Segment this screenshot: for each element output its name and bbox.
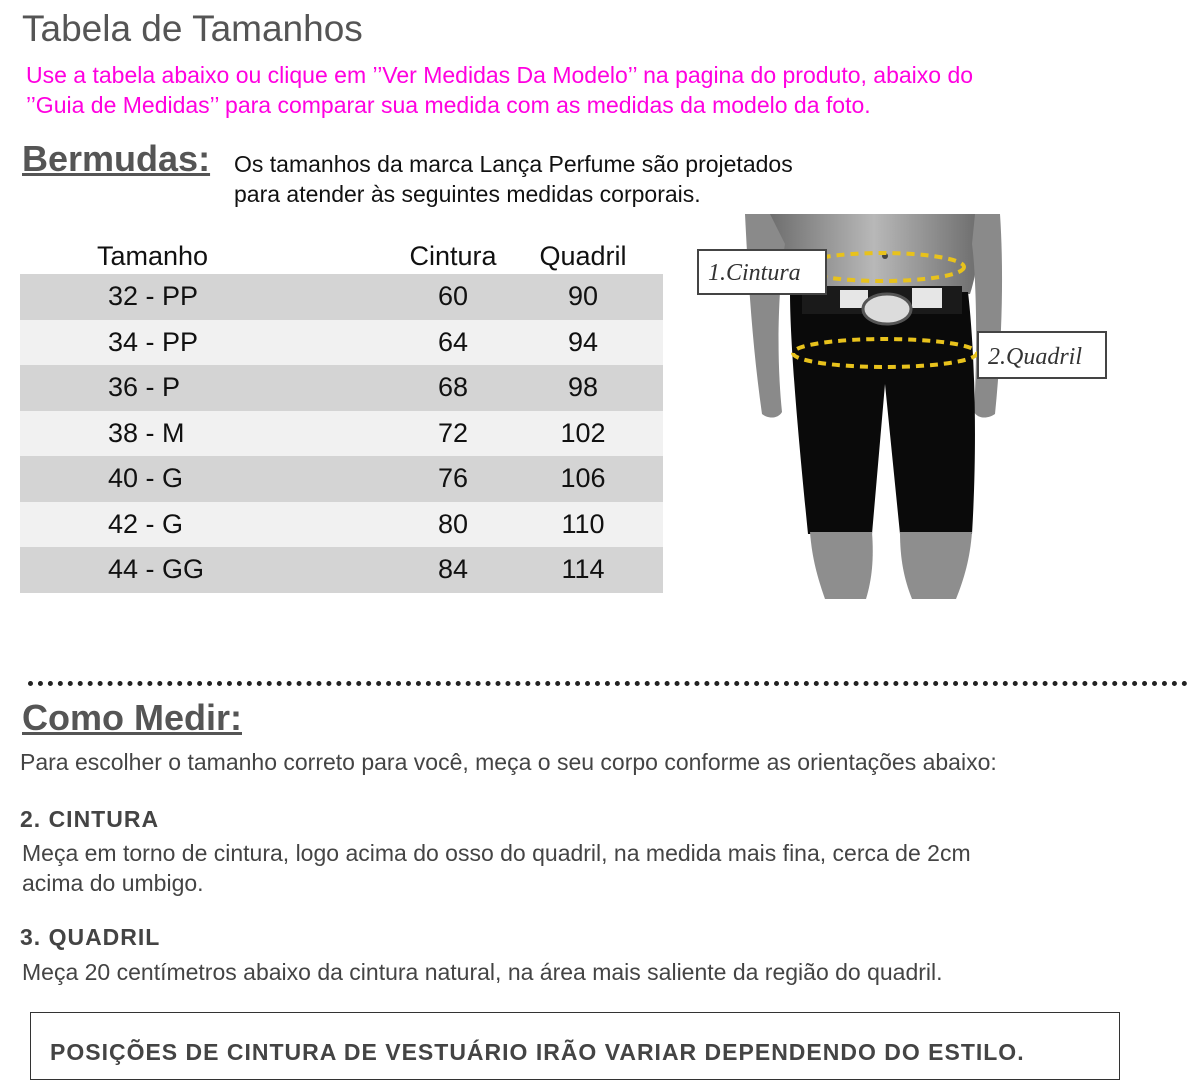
step-text-line: Meça 20 centímetros abaixo da cintura natural, na área mais saliente da região do quadril. (22, 959, 943, 985)
header-quadril: Quadril (528, 218, 663, 274)
cell-size: 42 - G (20, 502, 378, 548)
cell-waist: 76 (378, 456, 528, 502)
hip-label: 2.Quadril (988, 344, 1083, 370)
cell-size: 40 - G (20, 456, 378, 502)
cell-size: 32 - PP (20, 274, 378, 320)
left-arm-shape (745, 214, 785, 418)
cell-waist: 72 (378, 411, 528, 457)
cell-waist: 64 (378, 320, 528, 366)
shorts-shape (790, 292, 975, 534)
cell-hip: 102 (528, 411, 663, 457)
intro-line: ’’Guia de Medidas’’ para comparar sua medida com as medidas da modelo da foto. (26, 92, 871, 118)
table-row (20, 502, 663, 548)
como-medir-description: Para escolher o tamanho correto para você, meça o seu corpo conforme as orientações abaixo: (20, 749, 997, 775)
step-title-quadril: 3. QUADRIL (20, 924, 161, 950)
como-medir-heading: Como Medir: (22, 697, 242, 738)
table-header-row (20, 218, 663, 274)
right-arm-shape (972, 214, 1002, 418)
cell-hip: 94 (528, 320, 663, 366)
waist-label: 1.Cintura (708, 260, 801, 286)
style-note-text: POSIÇÕES DE CINTURA DE VESTUÁRIO IRÃO VARIAR DEPENDENDO DO ESTILO. (50, 1039, 1025, 1065)
step-text-quadril (22, 957, 1162, 987)
body-measurement-illustration (690, 214, 1120, 606)
page-title: Tabela de Tamanhos (22, 8, 363, 49)
step-text-cintura (22, 838, 1162, 898)
left-leg-shape (810, 532, 873, 599)
belt-detail-shape (912, 288, 942, 308)
intro-line: Use a tabela abaixo ou clique em ’’Ver Medidas Da Modelo’’ na pagina do produto, abaixo do (26, 62, 974, 88)
belt-buckle-shape (863, 294, 911, 324)
bermudas-heading: Bermudas: (22, 138, 211, 179)
cell-hip: 110 (528, 502, 663, 548)
cell-size: 36 - P (20, 365, 378, 411)
cell-waist: 60 (378, 274, 528, 320)
cell-size: 38 - M (20, 411, 378, 457)
table-row (20, 274, 663, 320)
header-cintura: Cintura (378, 218, 528, 274)
table-row (20, 411, 663, 457)
size-table (20, 218, 663, 593)
bermudas-desc-line: Os tamanhos da marca Lança Perfume são projetados (234, 151, 793, 177)
bermudas-desc-line: para atender às seguintes medidas corporais. (234, 181, 701, 207)
section-divider (28, 681, 1188, 686)
cell-size: 44 - GG (20, 547, 378, 593)
cell-waist: 68 (378, 365, 528, 411)
cell-waist: 80 (378, 502, 528, 548)
table-row (20, 547, 663, 593)
header-tamanho: Tamanho (20, 218, 378, 274)
step-title-cintura: 2. CINTURA (20, 806, 160, 832)
cell-hip: 90 (528, 274, 663, 320)
cell-waist: 84 (378, 547, 528, 593)
table-row (20, 365, 663, 411)
step-text-line: acima do umbigo. (22, 870, 204, 896)
table-row (20, 320, 663, 366)
cell-size: 34 - PP (20, 320, 378, 366)
intro-text (26, 60, 1186, 120)
cell-hip: 114 (528, 547, 663, 593)
step-text-line: Meça em torno de cintura, logo acima do osso do quadril, na medida mais fina, cerca de 2cm (22, 840, 971, 866)
bermudas-description (234, 149, 793, 209)
cell-hip: 98 (528, 365, 663, 411)
cell-hip: 106 (528, 456, 663, 502)
table-row (20, 456, 663, 502)
right-leg-shape (900, 532, 972, 599)
